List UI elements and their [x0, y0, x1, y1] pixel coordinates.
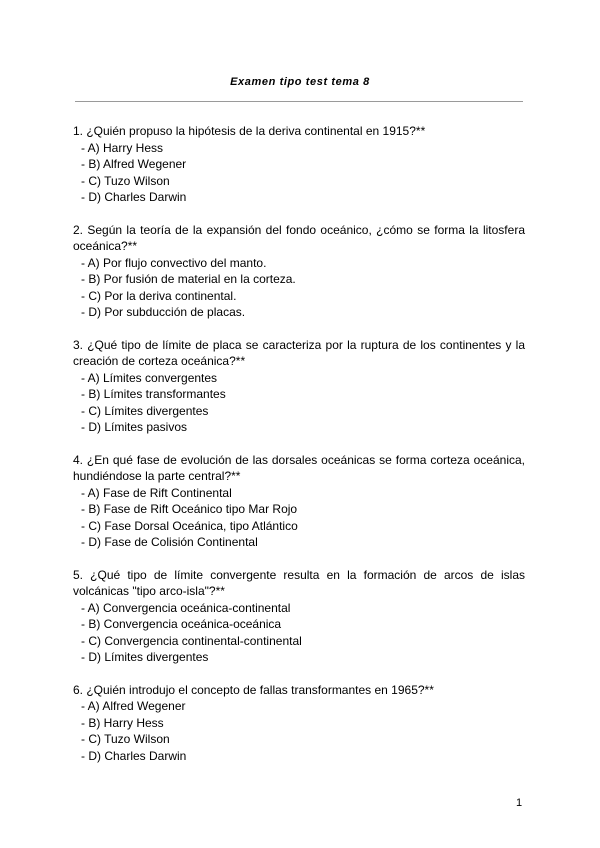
question-1 — [73, 123, 525, 206]
option-d: - D) Charles Darwin — [81, 748, 187, 763]
question-6 — [73, 682, 525, 765]
answer-options — [73, 600, 525, 666]
option-b: - B) Convergencia oceánica-oceánica — [81, 617, 282, 631]
answer-options — [73, 255, 525, 321]
option-d: - D) Límites pasivos — [81, 420, 188, 434]
option-a: - A) Alfred Wegener — [81, 699, 186, 713]
question-5 — [73, 567, 525, 666]
option-c: - C) Fase Dorsal Oceánica, tipo Atlántico — [81, 518, 298, 533]
option-a: - A) Harry Hess — [81, 140, 164, 155]
option-a: - A) Por flujo convectivo del manto. — [81, 255, 267, 270]
question-3 — [73, 337, 525, 436]
option-b: - B) Fase de Rift Oceánico tipo Mar Rojo — [81, 502, 298, 516]
option-a: - A) Límites convergentes — [81, 370, 218, 385]
option-b: - B) Harry Hess — [81, 715, 164, 730]
option-c: - C) Límites divergentes — [81, 403, 209, 418]
option-a: - A) Convergencia oceánica-continental — [81, 600, 291, 615]
question-text: 6. ¿Quién introdujo el concepto de fallas transformantes en 1965?** — [73, 682, 434, 697]
option-d: - D) Charles Darwin — [81, 190, 187, 204]
question-2 — [73, 222, 525, 321]
question-text: 4. ¿En qué fase de evolución de las dorsales oceánicas se forma corteza oceánica, hundiéndose la parte central?** — [73, 452, 525, 483]
page-title: Examen tipo test tema 8 — [230, 76, 370, 88]
question-list — [73, 123, 525, 780]
option-c: - C) Por la deriva continental. — [81, 288, 237, 303]
option-d: - D) Fase de Colisión Continental — [81, 535, 258, 549]
option-c: - C) Tuzo Wilson — [81, 173, 170, 188]
question-text: 3. ¿Qué tipo de límite de placa se caracteriza por la ruptura de los continentes y la creación de corteza oceánica?** — [73, 337, 525, 368]
answer-options — [73, 370, 525, 436]
question-4 — [73, 452, 525, 551]
answer-options — [73, 140, 525, 206]
answer-options — [73, 698, 525, 764]
option-a: - A) Fase de Rift Continental — [81, 485, 232, 500]
answer-options — [73, 485, 525, 551]
option-b: - B) Por fusión de material en la corteza. — [81, 272, 296, 286]
option-b: - B) Alfred Wegener — [81, 157, 187, 171]
option-d: - D) Por subducción de placas. — [81, 305, 246, 319]
option-b: - B) Límites transformantes — [81, 387, 226, 401]
page-number: 1 — [516, 797, 523, 809]
option-c: - C) Convergencia continental-continental — [81, 633, 302, 648]
question-text: 1. ¿Quién propuso la hipótesis de la deriva continental en 1915?** — [73, 124, 426, 138]
question-text: 2. Según la teoría de la expansión del fondo oceánico, ¿cómo se forma la litosfera oceánica?** — [73, 222, 525, 253]
option-d: - D) Límites divergentes — [81, 650, 209, 664]
title-divider — [75, 101, 523, 102]
question-text: 5. ¿Qué tipo de límite convergente resulta en la formación de arcos de islas volcánicas "tipo arco-isla"?** — [73, 567, 525, 598]
option-c: - C) Tuzo Wilson — [81, 732, 170, 746]
